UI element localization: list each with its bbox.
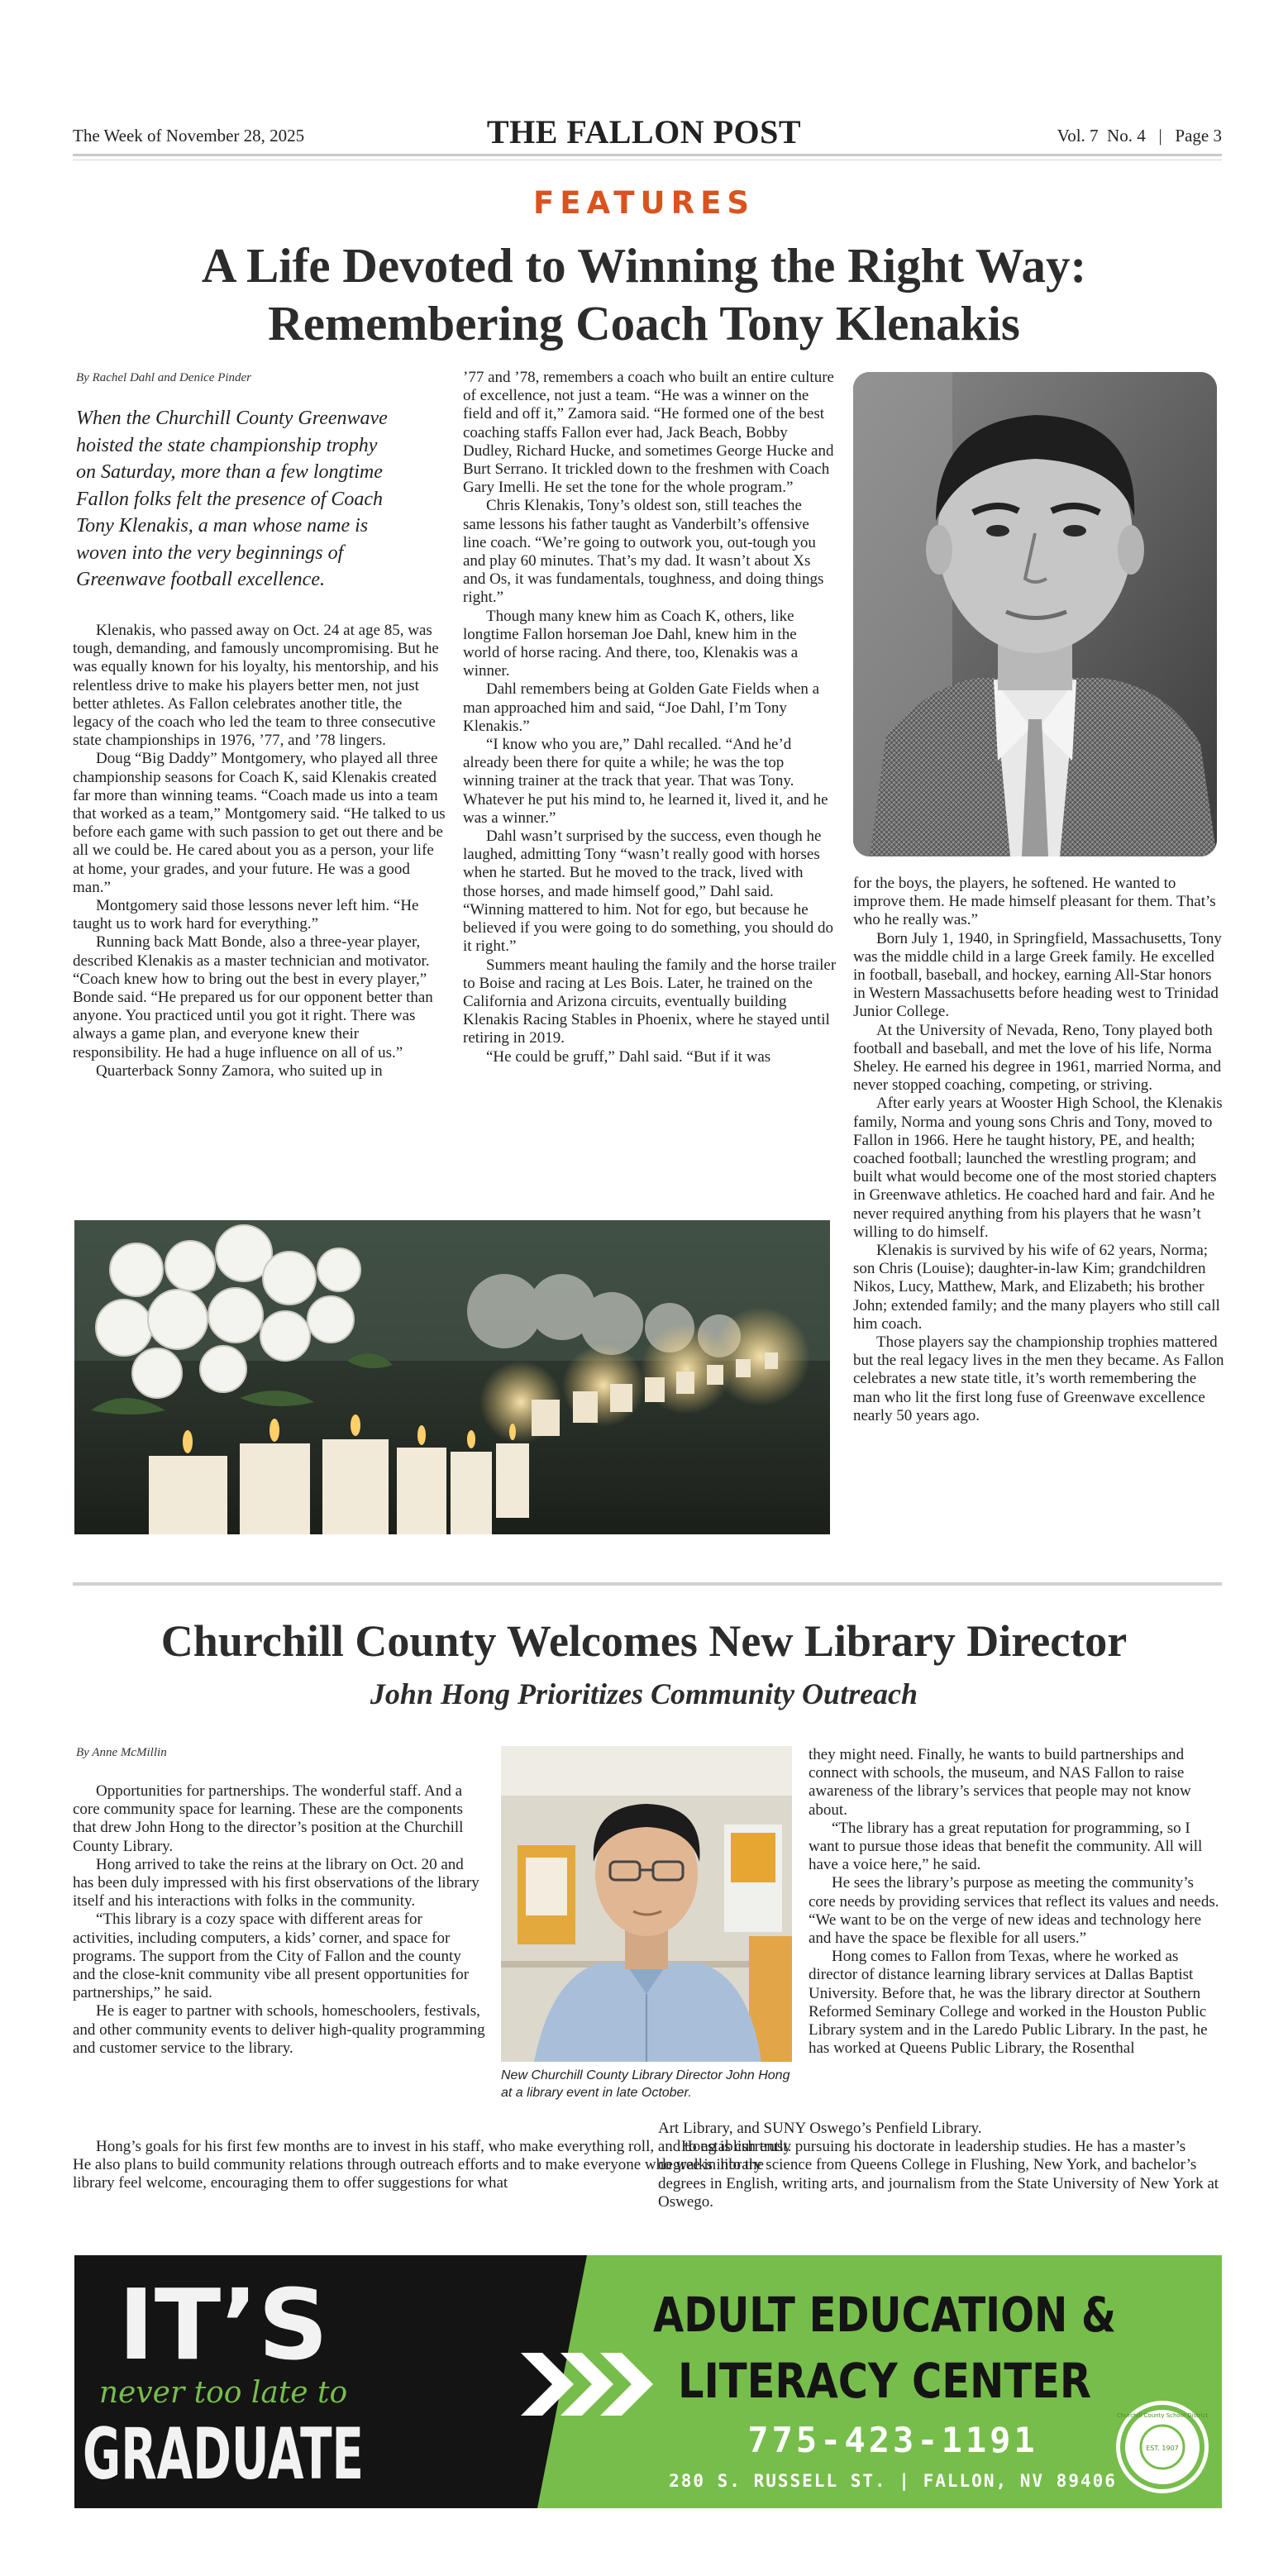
newspaper-title: THE FALLON POST bbox=[486, 113, 802, 150]
library-final-paragraphs bbox=[658, 2120, 1224, 2211]
intro-line: Fallon folks felt the presence of Coach bbox=[76, 488, 384, 510]
paragraph: Those players say the championship trophies mattered but the real legacy lives in the men they became. As Fallon celebrates a new state title, it’s worth remembering the man who lit the first long fuse of Greenwave excellence nearly 50 years ago. bbox=[853, 1333, 1224, 1424]
paragraph: After early years at Wooster High School, the Klenakis family, Norma and young sons Chris and Tony, moved to Fallon in 1966. Here he taught history, PE, and health; coached football; launched the wrestling program; and built what would become one of the most storied chapters in Greenwave athletics. He coached hard and fair. And he never required anything from his players that he wasn’t willing to do himself. bbox=[853, 1095, 1223, 1241]
memorial-candles-photo bbox=[74, 1220, 830, 1534]
paragraph: Klenakis, who passed away on Oct. 24 at age 85, was tough, demanding, and famously uncompromising. But he was equally known for his loyalty, his mentorship, and his relentless drive to make his players better men, not just better athletes. As Fallon celebrates another title, the legacy of the coach who led the team to three consecutive state championships in 1976, ’77, and ’78 lingers. bbox=[73, 622, 439, 750]
paragraph: Running back Matt Bonde, also a three-year player, described Klenakis as a master technician and motivator. “Coach knew how to bring out the best in every player,” Bonde said. “He prepared us for our opponent better than anyone. You practiced until you got it right. There was always a game plan, and everyone knew their responsibility. He had a huge influence on all of us.” bbox=[73, 933, 433, 1061]
volume-page: Vol. 7 No. 4 | Page 3 bbox=[1057, 126, 1222, 145]
paragraph: Hong arrived to take the reins at the library on Oct. 20 and has been duly impressed with his first observations of the library itself and his interactions with folks in the community. bbox=[73, 1855, 479, 1911]
ad-artwork bbox=[74, 2255, 1222, 2508]
headline-line-1: A Life Devoted to Winning the Right Way: bbox=[201, 238, 1087, 293]
paragraph: Montgomery said those lessons never left him. “He taught us to work hard for everything.” bbox=[73, 897, 419, 933]
never-too-late-text: never too late to bbox=[98, 2376, 348, 2410]
library-director-photo bbox=[501, 1746, 792, 2062]
its-text: IT’S bbox=[117, 2268, 329, 2382]
paragraph: Dahl wasn’t surprised by the success, even though he laughed, admitting Tony “wasn’t really good with horses when he started. But he moved to the track, lived with those horses, and made himself good,” Dahl said. “Winning mattered to him. Not for ego, but because he believed if you were going to do something, you should do it right.” bbox=[463, 828, 834, 956]
paragraph: Summers meant hauling the family and the horse trailer to Boise and racing at Les Bois. Later, he trained on the California and Arizona circuits, eventually building Klenakis Racing Stables in Phoenix, where he stayed until retiring in 2019. bbox=[463, 956, 837, 1047]
ad-phone: 775-423-1191 bbox=[747, 2420, 1038, 2460]
intro-line: hoisted the state championship trophy bbox=[76, 434, 378, 456]
seal-est: EST. 1907 bbox=[1146, 2445, 1179, 2452]
article-intro bbox=[76, 405, 448, 594]
paragraph: for the boys, the players, he softened. He wanted to improve them. He made himself pleasant for them. That’s who he really was.” bbox=[853, 875, 1216, 929]
library-byline: By Anne McMillin bbox=[76, 1746, 167, 1759]
intro-line: Tony Klenakis, a man whose name is bbox=[76, 515, 369, 537]
masthead-rule bbox=[73, 154, 1222, 156]
paragraph: ’77 and ’78, remembers a coach who built an entire culture of excellence, not just a team. “He was a winner on the field and off it,” Zamora said. “He formed one of the best coaching staffs Fallon ever had, Jack Beach, Bobby Dudley, Richard Hucke, and sometimes George Hucke and Burt Serrano. It trickled down to the freshmen with Coach Gary Imelli. He set the tone for the whole program.” bbox=[463, 369, 834, 497]
paragraph: Quarterback Sonny Zamora, who suited up in bbox=[96, 1061, 383, 1080]
article-byline: By Rachel Dahl and Denice Pinder bbox=[76, 371, 252, 384]
paragraph: At the University of Nevada, Reno, Tony played both football and baseball, and met the love of his life, Norma Sheley. He earned his degree in 1961, married Norma, and never stopped coaching, competing, or striving. bbox=[853, 1021, 1222, 1095]
library-article-headline: Churchill County Welcomes New Library Director bbox=[160, 1616, 1128, 1666]
graduate-text: GRADUATE bbox=[83, 2413, 364, 2496]
director-illustration bbox=[501, 1746, 792, 2062]
paragraph: “The library has a great reputation for programming, so I want to pursue those ideas that benefit the community. All will have a voice here,” he said. bbox=[809, 1819, 1203, 1874]
paragraph: Art Library, and SUNY Oswego’s Penfield Library. bbox=[658, 2120, 982, 2137]
paragraph: Hong comes to Fallon from Texas, where he worked as director of distance learning library services at Dallas Baptist University. Before that, he was the library director at Southern Reformed Seminary College and worked in the Houston Public Library system and in the Laredo Public Library. In the past, he has worked at Queens Public Library, the Rosenthal bbox=[809, 1948, 1208, 2058]
library-article-subhead: John Hong Prioritizes Community Outreach bbox=[370, 1677, 918, 1710]
photo-caption: New Churchill County Library Director John Hong at a library event in late October. bbox=[501, 2068, 790, 2100]
paragraph: “He could be gruff,” Dahl said. “But if it was bbox=[486, 1047, 771, 1066]
paragraph: Hong is currently pursuing his doctorate in leadership studies. He has a master’s degree in library science from Queens College in Flushing, New York, and bachelor’s degrees in English, writing arts, and journalism from the State University of New York at Oswego. bbox=[658, 2138, 1219, 2211]
paragraph: He sees the library’s purpose as meeting the community’s core needs by providing services that reflect its values and needs. “We want to be on the verge of new ideas and technology here and have the space be flexible for all users.” bbox=[809, 1874, 1219, 1948]
paragraph: “I know who you are,” Dahl recalled. “And he’d already been there for quite a while; he was the top winning trainer at the track that year. That was Tony. Whatever he put his mind to, he learned it, lived it, and he was a winner.” bbox=[463, 736, 828, 827]
intro-line: on Saturday, more than a few longtime bbox=[76, 461, 383, 483]
paragraph: He is eager to partner with schools, homeschoolers, festivals, and other community events to deliver high-quality programming and customer service to the library. bbox=[73, 2002, 485, 2057]
paragraph: “This library is a cozy space with different areas for activities, including computers, a kids’ corner, and space for programs. The support from the City of Fallon and the county and the close-knit community vibe all present opportunities for partnerships,” he said. bbox=[73, 1911, 470, 2002]
school-district-seal-icon bbox=[1116, 2401, 1209, 2493]
article-column-1 bbox=[73, 622, 446, 1080]
library-column-3 bbox=[809, 1746, 1222, 2058]
article-column-3 bbox=[853, 875, 1225, 1425]
seal-text: Churchill County School District bbox=[1116, 2412, 1209, 2419]
paragraph: Doug “Big Daddy” Montgomery, who played all three championship seasons for Coach K, said Klenakis created far more than winning teams. “Coach made us into a team that worked as a team,” Montgomery said. “He talked to us before each game with such passion to get out there and be all we could be. He cared about you as a person, your life at home, your grades, and your future. He was a good man.” bbox=[73, 750, 446, 896]
section-label: FEATURES bbox=[532, 185, 755, 221]
paragraph: Born July 1, 1940, in Springfield, Massachusetts, Tony was the middle child in a large Greek family. He excelled in football, baseball, and hockey, earning All-Star honors in Western Massachusetts before heading west to Trinidad Junior College. bbox=[853, 929, 1222, 1021]
article-headline bbox=[99, 236, 1189, 352]
intro-line: Greenwave football excellence. bbox=[76, 569, 325, 590]
article-column-2 bbox=[463, 369, 837, 1066]
paragraph: Dahl remembers being at Golden Gate Fields when a man approached him and said, “Joe Dahl, I’m Tony Klenakis.” bbox=[463, 680, 820, 735]
ad-address: 280 S. RUSSELL ST. | FALLON, NV 89406 bbox=[669, 2471, 1117, 2491]
issue-date: The Week of November 28, 2025 bbox=[73, 126, 305, 145]
paragraph: Opportunities for partnerships. The wonderful staff. And a core community space for learning. These are the components that drew John Hong to the director’s position at the Churchill County Library. bbox=[73, 1782, 464, 1855]
adult-education-ad[interactable] bbox=[74, 2255, 1222, 2508]
candles-flowers-illustration bbox=[74, 1220, 830, 1534]
library-column-1 bbox=[73, 1782, 486, 2058]
ad-title-line-2: LITERACY CENTER bbox=[678, 2353, 1091, 2409]
intro-line: When the Churchill County Greenwave bbox=[76, 408, 388, 429]
ad-title-line-1: ADULT EDUCATION & bbox=[653, 2287, 1116, 2343]
paragraph: they might need. Finally, he wants to build partnerships and connect with schools, the museum, and NAS Fallon to raise awareness of the library’s services that people may not know about. bbox=[809, 1746, 1191, 1819]
coach-portrait-photo bbox=[853, 372, 1217, 856]
headline-line-2: Remembering Coach Tony Klenakis bbox=[268, 296, 1020, 351]
coach-portrait-illustration bbox=[853, 372, 1217, 856]
paragraph: Klenakis is survived by his wife of 62 years, Norma; son Chris (Louise); daughter-in-law Kim; grandchildren Nikos, Lucy, Matthew, Mark, and Elizabeth; his brother John; extended family; and the many players who still call him coach. bbox=[853, 1242, 1220, 1333]
paragraph: Hong’s goals for his first few months are to invest in his staff, who make everything roll, and to establish trust. He also plans to build community relations through outreach efforts and to make everyone who walks into the library feel welcome, encouraging them to offer suggestions for what bbox=[73, 2138, 792, 2192]
intro-line: woven into the very beginnings of bbox=[76, 541, 344, 564]
paragraph: Though many knew him as Coach K, others, like longtime Fallon horseman Joe Dahl, knew him in the world of horse racing. And there, too, Klenakis was a winner. bbox=[463, 607, 799, 680]
section-divider bbox=[73, 1582, 1222, 1586]
paragraph: Chris Klenakis, Tony’s oldest son, still teaches the same lessons his father taught as Vanderbilt’s offensive line coach. “We’re going to outwork you, out-tough you and play 60 minutes. That’s my dad. It wasn’t about Xs and Os, it was fundamentals, toughness, and doing things right.” bbox=[463, 497, 824, 607]
